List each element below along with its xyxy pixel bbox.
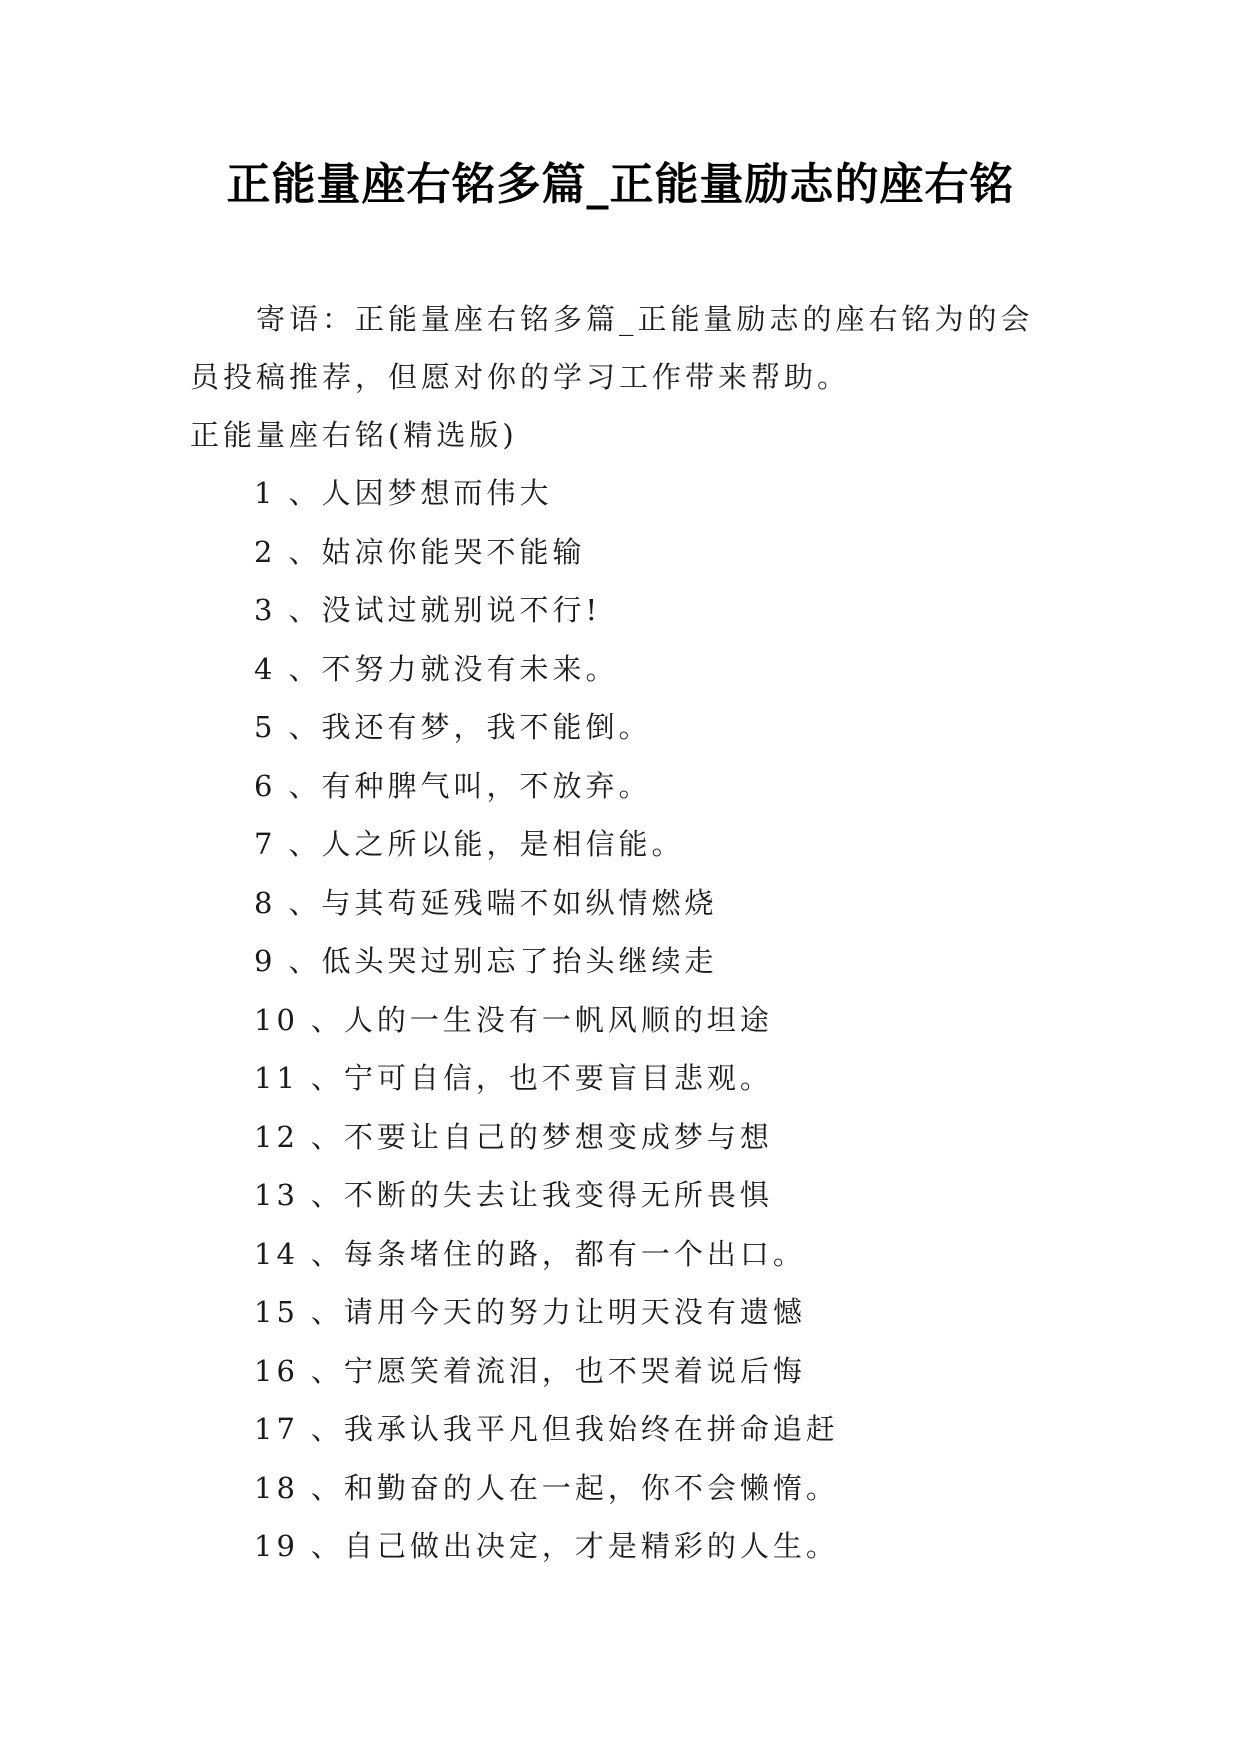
list-item <box>190 815 1060 874</box>
section-subheading: 正能量座右铭(精选版) <box>190 418 518 452</box>
list-item <box>190 640 1060 699</box>
list-item <box>190 1400 1060 1459</box>
motto-list <box>190 464 1060 1576</box>
item-number: 12 <box>254 1119 299 1154</box>
item-text: 、有种脾气叫，不放弃。 <box>288 768 652 803</box>
item-text: 、人因梦想而伟大 <box>288 476 553 510</box>
list-item <box>190 581 1060 640</box>
list-item <box>190 698 1060 757</box>
item-number: 1 <box>254 476 277 510</box>
item-number: 6 <box>254 768 277 803</box>
item-number: 15 <box>254 1295 299 1329</box>
item-text: 、我还有梦，我不能倒。 <box>288 710 652 744</box>
item-text: 、宁可自信，也不要盲目悲观。 <box>310 1061 773 1095</box>
item-number: 5 <box>254 710 277 744</box>
item-text: 、宁愿笑着流泪，也不哭着说后悔 <box>310 1353 806 1388</box>
list-item <box>190 1166 1060 1225</box>
item-number: 18 <box>254 1470 299 1505</box>
item-text: 、每条堵住的路，都有一个出口。 <box>310 1236 806 1271</box>
document-body <box>190 290 1060 1576</box>
list-item <box>190 464 1060 523</box>
list-item <box>190 1108 1060 1167</box>
item-number: 14 <box>254 1236 299 1271</box>
item-text: 、不要让自己的梦想变成梦与想 <box>310 1119 773 1154</box>
item-number: 13 <box>254 1178 299 1212</box>
list-item <box>190 523 1060 582</box>
item-number: 4 <box>254 651 277 686</box>
list-item <box>190 991 1060 1050</box>
item-text: 、与其苟延残喘不如纵情燃烧 <box>288 885 718 920</box>
item-text: 、人的一生没有一帆风顺的坦途 <box>310 1002 773 1037</box>
item-text: 、我承认我平凡但我始终在拼命追赶 <box>310 1412 839 1446</box>
list-item <box>190 757 1060 816</box>
item-text: 、自己做出决定，才是精彩的人生。 <box>310 1529 839 1563</box>
item-text: 、姑凉你能哭不能输 <box>288 534 586 569</box>
item-text: 、和勤奋的人在一起，你不会懒惰。 <box>310 1470 839 1505</box>
item-text: 、没试过就别说不行! <box>288 593 602 627</box>
item-number: 3 <box>254 593 277 627</box>
list-item <box>190 1517 1060 1576</box>
item-number: 9 <box>254 944 277 978</box>
item-number: 10 <box>254 1002 299 1037</box>
list-item <box>190 874 1060 933</box>
item-number: 2 <box>254 534 277 569</box>
item-text: 、人之所以能，是相信能。 <box>288 827 685 861</box>
list-item <box>190 1459 1060 1518</box>
item-number: 19 <box>254 1529 299 1563</box>
intro-paragraph: 寄语：正能量座右铭多篇_正能量励志的座右铭为的会员投稿推荐，但愿对你的学习工作带来帮助。 <box>190 302 1034 394</box>
list-item <box>190 1342 1060 1401</box>
item-number: 17 <box>254 1412 299 1446</box>
list-item <box>190 1049 1060 1108</box>
list-item <box>190 1225 1060 1284</box>
item-number: 11 <box>254 1061 299 1095</box>
item-text: 、不努力就没有未来。 <box>288 651 619 686</box>
list-item <box>190 932 1060 991</box>
item-text: 、请用今天的努力让明天没有遗憾 <box>310 1295 806 1329</box>
document-title: 正能量座右铭多篇_正能量励志的座右铭 <box>226 159 1015 210</box>
item-number: 7 <box>254 827 277 861</box>
list-item <box>190 1283 1060 1342</box>
item-number: 8 <box>254 885 277 920</box>
item-number: 16 <box>254 1353 299 1388</box>
item-text: 、低头哭过别忘了抬头继续走 <box>288 944 718 978</box>
item-text: 、不断的失去让我变得无所畏惧 <box>310 1178 773 1212</box>
